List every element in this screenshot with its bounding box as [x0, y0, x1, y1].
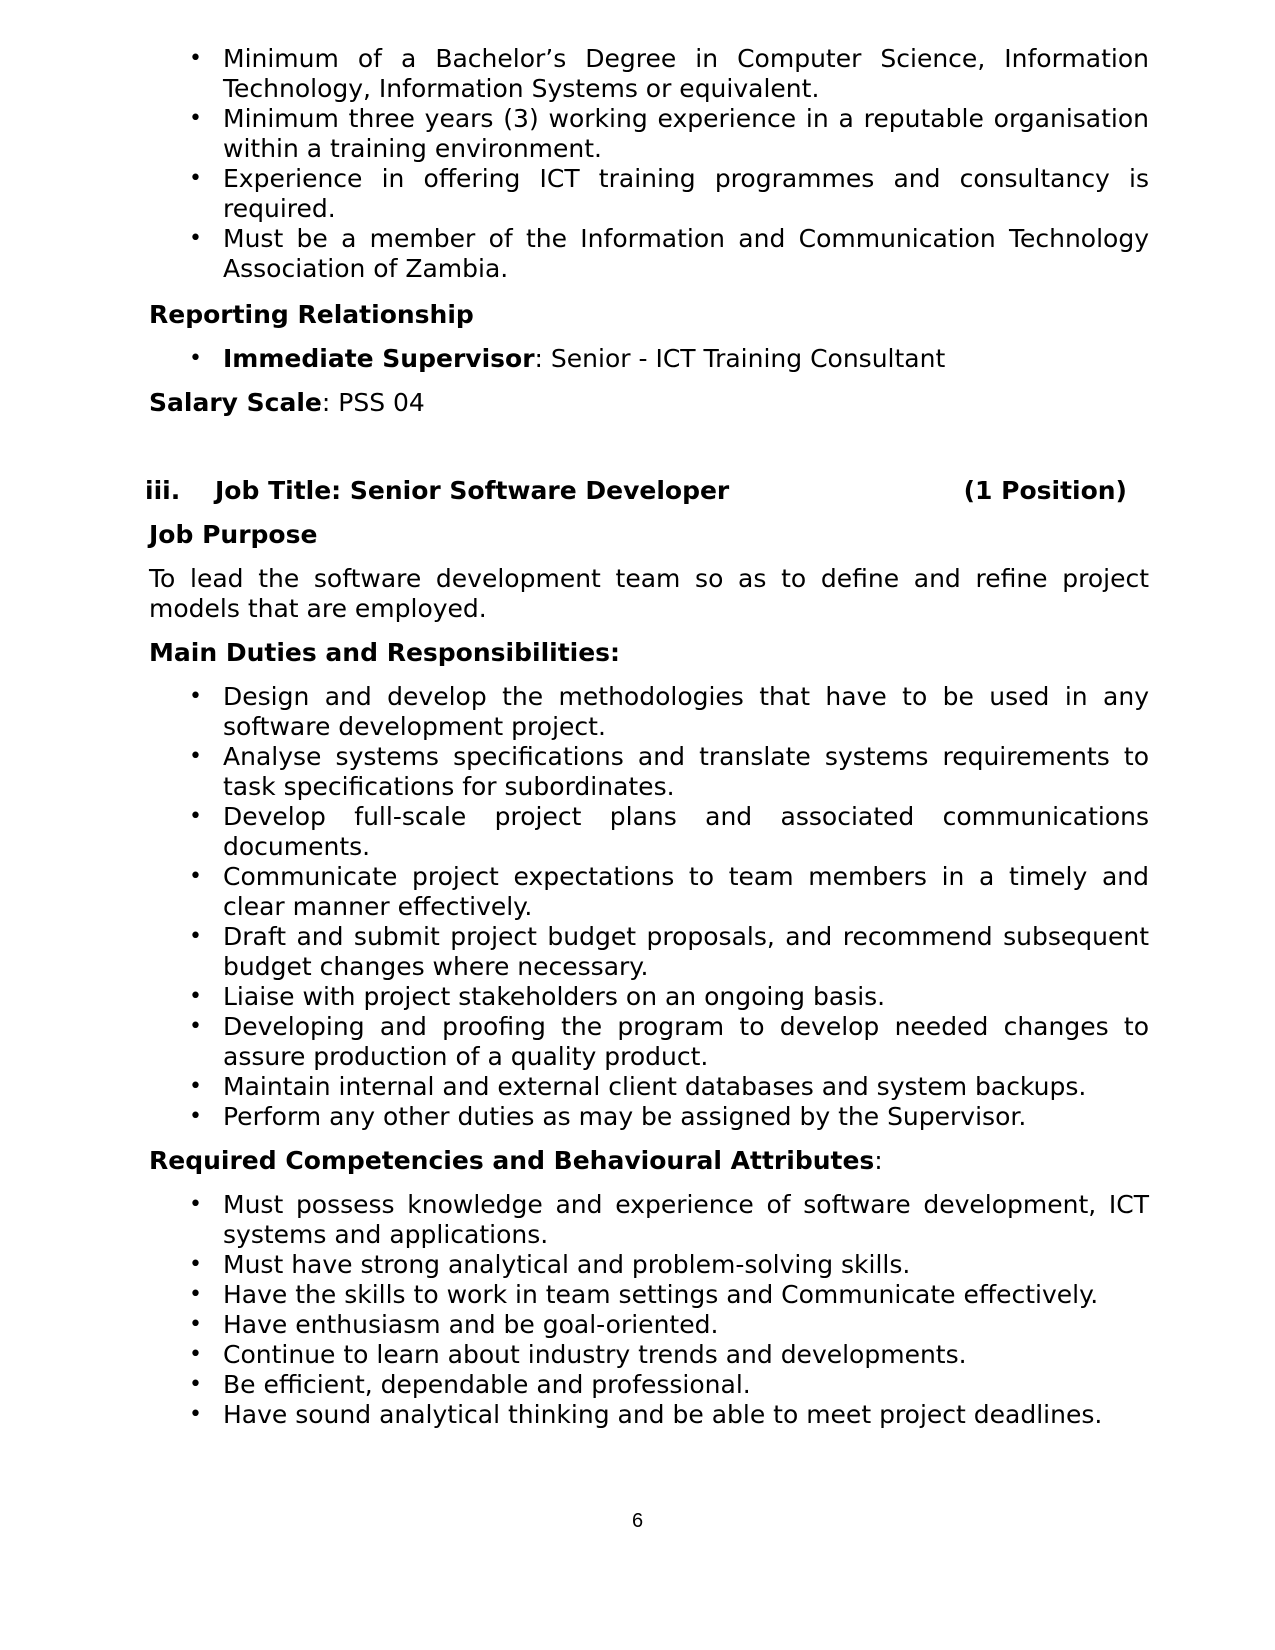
- list-item: • Draft and submit project budget proposals, and recommend subsequent budget changes where necessary.: [189, 922, 1149, 981]
- duties-list: [149, 682, 1149, 1132]
- list-item: • Continue to learn about industry trends and developments.: [189, 1340, 967, 1369]
- reporting-heading: Reporting Relationship: [149, 300, 474, 329]
- qualifications-list: [149, 44, 1149, 284]
- list-item: • Liaise with project stakeholders on an ongoing basis.: [189, 982, 886, 1011]
- bullet-icon: •: [189, 106, 202, 131]
- bullet-icon: •: [189, 1192, 202, 1217]
- list-item: • Develop full-scale project plans and associated communications documents.: [189, 802, 1149, 861]
- bullet-icon: •: [189, 924, 202, 949]
- list-item: • Must have strong analytical and problem-solving skills.: [189, 1250, 911, 1279]
- supervisor-label: Immediate Supervisor: [223, 344, 535, 373]
- list-item: • Developing and proofing the program to develop needed changes to assure production of a quality product.: [189, 1012, 1149, 1071]
- bullet-icon: •: [189, 1372, 202, 1397]
- bullet-icon: •: [189, 1342, 202, 1367]
- list-item: • Analyse systems specifications and translate systems requirements to task specifications for subordinates.: [189, 742, 1149, 801]
- document-page: [145, 44, 1149, 1430]
- page-number: 6: [631, 1510, 644, 1532]
- list-item: • Maintain internal and external client databases and system backups.: [189, 1072, 1087, 1101]
- bullet-icon: •: [189, 1104, 202, 1129]
- job-number: iii.: [145, 476, 181, 505]
- bullet-icon: •: [189, 1074, 202, 1099]
- job-positions: (1 Position): [963, 476, 1127, 505]
- bullet-icon: •: [189, 1312, 202, 1337]
- list-item: • Have enthusiasm and be goal-oriented.: [189, 1310, 719, 1339]
- list-item: • Have sound analytical thinking and be able to meet project deadlines.: [189, 1400, 1103, 1429]
- list-item: [149, 344, 1149, 374]
- bullet-icon: •: [189, 744, 202, 769]
- list-item: • Design and develop the methodologies that have to be used in any software development project.: [189, 682, 1149, 741]
- job-purpose-text: To lead the software development team so as to define and refine project models that are employed.: [149, 564, 1149, 623]
- list-item: • Perform any other duties as may be assigned by the Supervisor.: [189, 1102, 1027, 1131]
- competencies-list: [149, 1190, 1149, 1430]
- list-item: • Minimum three years (3) working experience in a reputable organisation within a training environment.: [189, 104, 1149, 163]
- bullet-icon: •: [189, 984, 202, 1009]
- reporting-list: [149, 344, 1149, 374]
- bullet-icon: •: [189, 1014, 202, 1039]
- bullet-icon: •: [189, 46, 202, 71]
- bullet-icon: •: [189, 1402, 202, 1427]
- duties-heading: Main Duties and Responsibilities:: [149, 638, 621, 667]
- list-item: • Experience in offering ICT training programmes and consultancy is required.: [189, 164, 1149, 223]
- competencies-heading: Required Competencies and Behavioural Attributes:: [149, 1146, 883, 1175]
- list-item: • Must be a member of the Information and Communication Technology Association of Zambia.: [189, 224, 1149, 283]
- bullet-icon: •: [189, 864, 202, 889]
- list-item: • Have the skills to work in team settings and Communicate effectively.: [189, 1280, 1099, 1309]
- job-title-line: [145, 476, 1149, 506]
- list-item: • Minimum of a Bachelor’s Degree in Computer Science, Information Technology, Information Systems or equivalent.: [189, 44, 1149, 103]
- bullet-icon: •: [189, 226, 202, 251]
- list-item: • Must possess knowledge and experience of software development, ICT systems and applications.: [189, 1190, 1149, 1249]
- bullet-icon: •: [189, 1252, 202, 1277]
- bullet-icon: •: [189, 1282, 202, 1307]
- job-title: Job Title: Senior Software Developer: [215, 476, 730, 505]
- bullet-icon: •: [189, 166, 202, 191]
- list-item: • Be efficient, dependable and professional.: [189, 1370, 751, 1399]
- salary-scale: [149, 388, 1149, 418]
- salary-label: Salary Scale: [149, 388, 322, 417]
- list-item: • Communicate project expectations to team members in a timely and clear manner effectively.: [189, 862, 1149, 921]
- bullet-icon: •: [189, 804, 202, 829]
- salary-value: : PSS 04: [321, 388, 425, 417]
- bullet-icon: •: [189, 346, 202, 371]
- bullet-icon: •: [189, 684, 202, 709]
- supervisor-value: : Senior - ICT Training Consultant: [534, 344, 946, 373]
- job-purpose-heading: Job Purpose: [149, 520, 318, 549]
